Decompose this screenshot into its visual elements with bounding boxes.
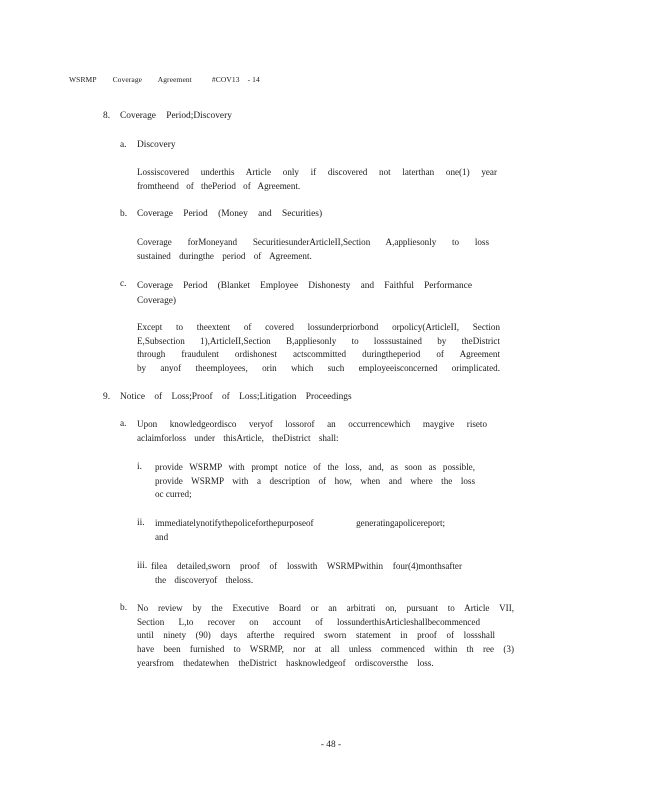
text-line: Lossiscovered underthis Article only if discovered not laterthan one(1) year (137, 167, 497, 177)
subsection-label: b. (120, 209, 128, 219)
subsection-label: b. (120, 603, 128, 613)
subsection-title: Discovery (137, 140, 176, 150)
section-number: 9. (103, 392, 111, 402)
subsection-label: a. (120, 140, 127, 150)
page-header (69, 75, 274, 84)
subsection-title: Coverage Period (Money and Securities) (137, 209, 323, 219)
text-line: through fraudulent ordishonest actscommitted duringtheperiod of Agreement (137, 349, 500, 360)
text-line: aclaimforloss under thisArticle, theDistrict shall: (137, 432, 339, 443)
text-line: Coverage forMoneyand SecuritiesunderArticleII,Section A,appliesonly to loss (137, 237, 489, 247)
subsection-9b-text (137, 602, 514, 671)
header-doc: Coverage (112, 75, 143, 84)
header-code: #COV13 (211, 75, 240, 84)
text-line: the discoveryof theloss. (155, 574, 254, 585)
item-iii-text (151, 560, 462, 587)
subsection-label: c. (120, 279, 127, 289)
text-line: have been furnished to WSRMP, nor at all unless commenced within th ree (3) (137, 644, 514, 655)
header-type: Agreement (157, 75, 192, 84)
text-line: provide WSRMP with prompt notice of the loss, and, as soon as possible, (155, 462, 475, 472)
text-line: filea detailed,sworn proof of losswith WSRMPwithin four(4)monthsafter (151, 561, 462, 571)
text-line: yearsfrom thedatewhen theDistrict hasknowledgeof ordiscoversthe loss. (137, 657, 434, 668)
item-label: ii. (137, 518, 145, 528)
text-line: immediatelynotifythepoliceforthepurposeof generatingapolicereport; (155, 518, 445, 528)
subsection-title-line: Coverage Period (Blanket Employee Dishonesty and Faithful Performance (137, 281, 472, 291)
header-page-ref: - 14 (247, 75, 260, 84)
subsection-8b-text (137, 236, 489, 263)
item-label: iii. (137, 561, 148, 571)
text-line: until ninety (90) days afterthe required sworn statement in proof of lossshall (137, 630, 495, 641)
text-line: No review by the Executive Board or an arbitrati on, pursuant to Article VII, (137, 603, 514, 613)
text-line: E,Subsection 1),ArticleII,Section B,appliesonly to losssustained by theDistrict (137, 335, 500, 346)
text-line: and (155, 531, 169, 542)
text-line: sustained duringthe period of Agreement. (137, 250, 312, 261)
page-number: - 48 - (320, 740, 342, 750)
text-line: provide WSRMP with a description of how, when and where the loss (155, 475, 475, 486)
text-line: Upon knowledgeordisco veryof lossorof an occurrencewhich maygive riseto (137, 419, 487, 429)
item-label: i. (137, 462, 142, 472)
subsection-title-line: Coverage) (137, 295, 177, 306)
subsection-label: a. (120, 419, 127, 429)
subsection-9a-text (137, 418, 487, 445)
item-ii-text (155, 517, 445, 544)
subsection-8c-text (137, 321, 500, 376)
subsection-8a-text (137, 166, 497, 193)
text-line: Section L,to recover on account of lossunderthisArticleshallbecommenced (137, 616, 480, 627)
header-org: WSRMP (69, 75, 97, 84)
section-title: Coverage Period;Discovery (120, 111, 232, 121)
section-number: 8. (103, 111, 111, 121)
item-i-text (155, 461, 475, 502)
text-line: Except to theextent of covered lossunderpriorbond orpolicy(ArticleII, Section (137, 322, 500, 332)
text-line: by anyof theemployees, orin which such employeeisconcerned orimplicated. (137, 363, 500, 374)
text-line: fromtheend of thePeriod of Agreement. (137, 180, 301, 191)
section-title: Notice of Loss;Proof of Loss;Litigation Proceedings (120, 392, 352, 402)
text-line: oc curred; (155, 489, 192, 500)
